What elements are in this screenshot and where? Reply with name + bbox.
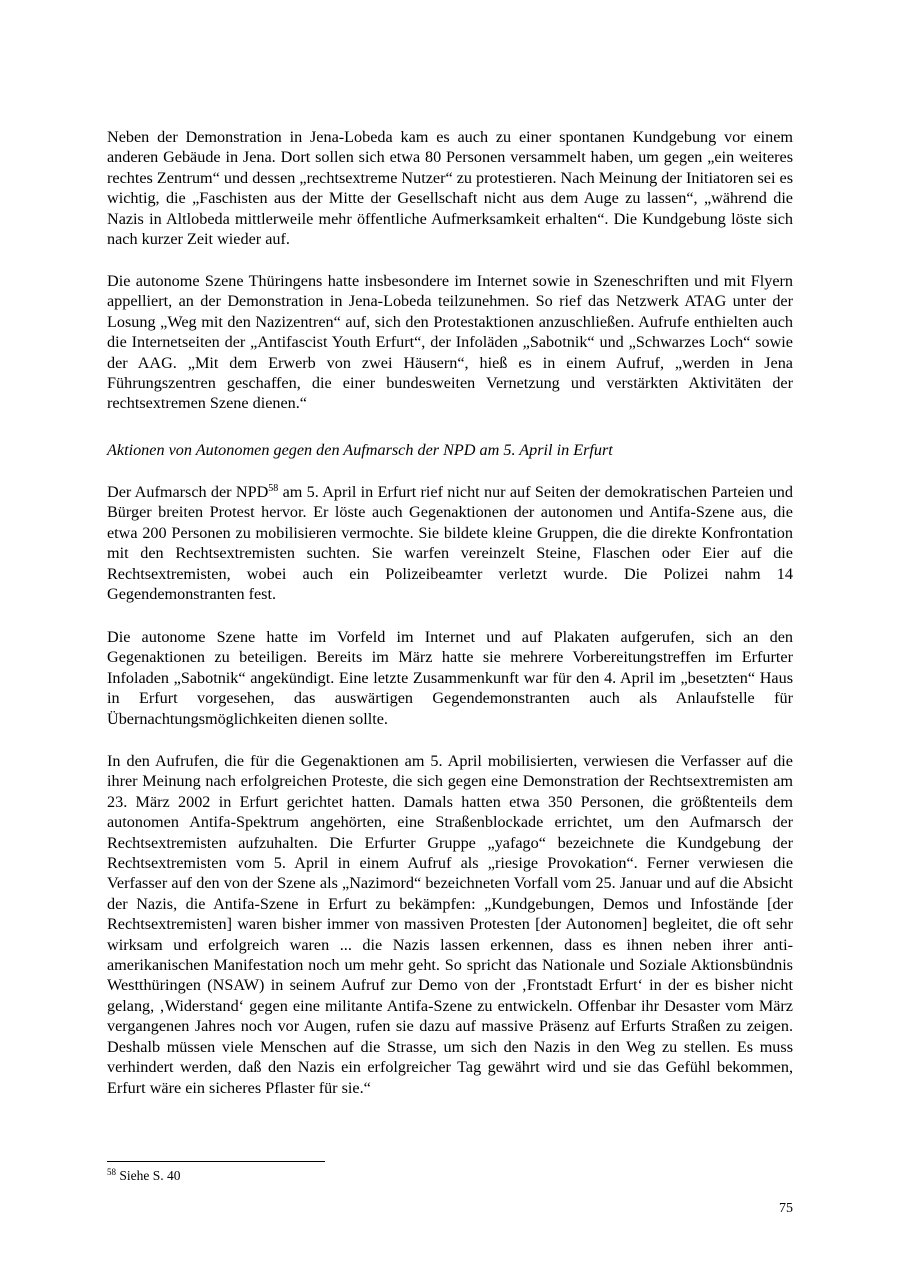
paragraph-text: In den Aufrufen, die für die Gegenaktionen am 5. April mobilisierten, verwiesen die Verfasser auf die ihrer Meinung nach erfolgreichen Proteste, die sich gegen eine Demonstration der Rechtsextremisten am 23. März 2002 in Erfurt gerichtet hatten. Damals hatten etwa 350 Personen, die größtenteils dem autonomen Antifa-Spektrum angehörten, eine Straßenblockade errichtet, um den Aufmarsch der Rechtsextremisten aufzuhalten. Die Erfurter Gruppe „yafago“ bezeichnete die Kundgebung der Rechtsextremisten vom 5. April in einem Aufruf als „riesige Provokation“. Ferner verwiesen die Verfasser auf den von der Szene als „Nazimord“ bezeichneten Vorfall vom 25. Januar und auf die Absicht der Nazis, die Antifa-Szene in Erfurt zu bekämpfen: „Kundgebungen, Demos und Infostände [der Rechtsextremisten] waren bisher immer von massiven Protesten [der Autonomen] begleitet, die oft sehr wirksam und erfolgreich waren ... die Nazis lassen erkennen, dass es ihnen neben ihrer anti-amerikanischen Manifestation noch um mehr geht. So spricht das Nationale und Soziale Aktionsbündnis Westthüringen (NSAW) in seinem Aufruf zur Demo von der ‚Frontstadt Erfurt‘ in der es bisher nicht gelang, ‚Widerstand‘ gegen eine militante Antifa-Szene zu entwickeln. Offenbar ihr Desaster vom März vergangenen Jahres noch vor Augen, rufen sie dazu auf massive Präsenz auf Erfurts Straßen zu zeigen. Deshalb müssen viele Menschen auf die Strasse, um sich den Nazis in den Weg zu stellen. Es muss verhindert werden, daß den Nazis ein erfolgreicher Tag gewährt wird und sie das Gefühl bekommen, Erfurt wäre ein sicheres Pflaster für sie.“ xyxy=(107,752,793,1097)
footnote-reference: 58 xyxy=(268,483,279,494)
paragraph-text-rest: am 5. April in Erfurt rief nicht nur auf Seiten der demokratischen Parteien und Bürger breiten Protest hervor. Er löste auch Gegenaktionen der autonomen und Antifa-Szene aus, die etwa 200 Personen zu mobilisieren vermochte. Sie bildete kleine Gruppen, die die direkte Konfrontation mit den Rechtsextremisten suchten. Sie warfen vereinzelt Steine, Flaschen oder Eier auf die Rechtsextremisten, wobei auch ein Polizeibeamter verletzt wurde. Die Polizei nahm 14 Gegendemonstranten fest. xyxy=(107,483,793,604)
paragraph-text: Neben der Demonstration in Jena-Lobeda kam es auch zu einer spontanen Kundgebung vor einem anderen Gebäude in Jena. Dort sollen sich etwa 80 Personen versammelt haben, um gegen „ein weiteres rechtes Zentrum“ und dessen „rechtsextreme Nutzer“ zu protestieren. Nach Meinung der Initiatoren sei es wichtig, die „Faschisten aus der Mitte der Gesellschaft nicht aus dem Auge zu lassen“, „während die Nazis in Altlobeda mittlerweile mehr öffentliche Aufmerksamkeit erhalten“. Die Kundgebung löste sich nach kurzer Zeit wieder auf. xyxy=(107,128,793,249)
section-heading-text: Aktionen von Autonomen gegen den Aufmarsch der NPD am 5. April in Erfurt xyxy=(107,441,613,459)
page-number: 75 xyxy=(779,1201,793,1216)
section-heading xyxy=(107,440,793,460)
paragraph-text xyxy=(107,482,793,604)
footnote-divider xyxy=(107,1161,325,1162)
paragraph-jena-kundgebung xyxy=(107,127,793,249)
footnote-number: 58 xyxy=(107,1167,116,1177)
paragraph-autonome-szene-aufruf xyxy=(107,271,793,414)
footnote xyxy=(107,1167,181,1185)
paragraph-text: Die autonome Szene Thüringens hatte insbesondere im Internet sowie in Szeneschriften und mit Flyern appelliert, an der Demonstration in Jena-Lobeda teilzunehmen. So rief das Netzwerk ATAG unter der Losung „Weg mit den Nazizentren“ auf, sich den Protestaktionen anzuschließen. Aufrufe enthielten auch die Internetseiten der „Antifascist Youth Erfurt“, der Infoläden „Sabotnik“ und „Schwarzes Loch“ sowie der AAG. „Mit dem Erwerb von zwei Häusern“, hieß es in einem Aufruf, „werden in Jena Führungszentren geschaffen, die einer bundesweiten Vernetzung und verstärkten Aktivitäten der rechtsextremen Szene dienen.“ xyxy=(107,272,793,413)
footnote-text: Siehe S. 40 xyxy=(116,1168,181,1183)
paragraph-vorfeld xyxy=(107,627,793,729)
paragraph-npd-aufmarsch xyxy=(107,482,793,604)
paragraph-aufrufe xyxy=(107,751,793,1098)
paragraph-text-start: Der Aufmarsch der NPD xyxy=(107,483,269,501)
paragraph-text: Die autonome Szene hatte im Vorfeld im Internet und auf Plakaten aufgerufen, sich an den Gegenaktionen zu beteiligen. Bereits im März hatte sie mehrere Vorbereitungstreffen im Erfurter Infoladen „Sabotnik“ angekündigt. Eine letzte Zusammenkunft war für den 4. April im „besetzten“ Haus in Erfurt vorgesehen, das auswärtigen Gegendemonstranten auch als Anlaufstelle für Übernachtungsmöglichkeiten dienen sollte. xyxy=(107,628,793,728)
